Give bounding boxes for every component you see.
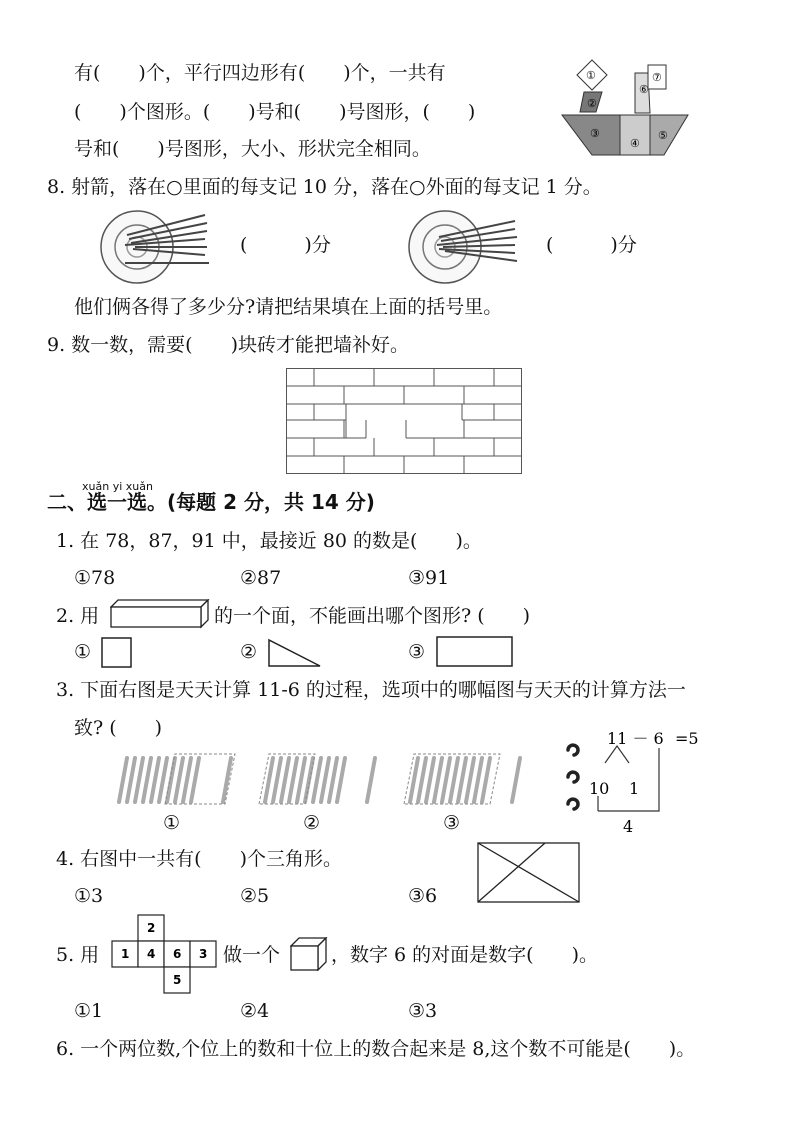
calc-four: 4 bbox=[623, 817, 634, 836]
right-triangle-shape bbox=[267, 638, 323, 668]
sticks-option-2-figure bbox=[255, 752, 385, 807]
s1-prompt: 1. 在 78，87，91 中，最接近 80 的数是( )。 bbox=[56, 530, 482, 552]
tangram-figure bbox=[560, 55, 695, 165]
q7-line-2: ( )个图形。( )号和( )号图形，( ) bbox=[74, 101, 476, 123]
cube-net-figure bbox=[111, 914, 217, 994]
net-cell-3: 3 bbox=[199, 947, 208, 961]
q8-blank-1[interactable]: ( )分 bbox=[240, 234, 331, 256]
s5-option-1[interactable]: ①1 bbox=[74, 1000, 104, 1022]
net-cell-6: 6 bbox=[173, 947, 182, 961]
tangram-label-4: ④ bbox=[630, 137, 640, 150]
s5-option-3[interactable]: ③3 bbox=[408, 1000, 438, 1022]
calc-diagram bbox=[565, 728, 715, 838]
q8-question: 他们俩各得了多少分?请把结果填在上面的括号里。 bbox=[74, 296, 503, 318]
s3-line-1: 3. 下面右图是天天计算 11-6 的过程，选项中的哪幅图与天天的计算方法一 bbox=[56, 679, 686, 701]
calc-expression: 11 － 6 bbox=[607, 729, 664, 748]
s4-option-1[interactable]: ①3 bbox=[74, 885, 104, 907]
calc-one: 1 bbox=[629, 779, 640, 798]
s4-option-3[interactable]: ③6 bbox=[408, 885, 438, 907]
calc-result: =5 bbox=[675, 729, 699, 748]
tangram-label-2: ② bbox=[587, 97, 597, 110]
net-cell-2: 2 bbox=[147, 921, 156, 935]
s2-option-2[interactable]: ② bbox=[240, 641, 258, 663]
s5-prompt-c: ，数字 6 的对面是数字( )。 bbox=[331, 944, 598, 966]
q7-line-3: 号和( )号图形，大小、形状完全相同。 bbox=[74, 138, 431, 160]
s5-option-2[interactable]: ②4 bbox=[240, 1000, 270, 1022]
square-shape bbox=[101, 637, 133, 668]
q8-prompt: 8. 射箭，落在○里面的每支记 10 分，落在○外面的每支记 1 分。 bbox=[47, 176, 602, 198]
sticks-option-1-figure bbox=[105, 752, 240, 807]
net-cell-5: 5 bbox=[173, 973, 182, 987]
q7-line-1: 有( )个，平行四边形有( )个，一共有 bbox=[74, 62, 446, 84]
s1-option-1[interactable]: ①78 bbox=[74, 567, 116, 589]
tangram-piece-5 bbox=[650, 115, 688, 155]
s3-option-1[interactable]: ① bbox=[163, 812, 181, 834]
tangram-label-7: ⑦ bbox=[652, 71, 662, 84]
s2-prompt-b: 的一个面，不能画出哪个图形? ( ) bbox=[214, 605, 531, 627]
finger-icon bbox=[568, 745, 578, 755]
s2-prompt-a: 2. 用 bbox=[56, 605, 100, 627]
s5-prompt-a: 5. 用 bbox=[56, 944, 100, 966]
cube-figure bbox=[290, 937, 328, 971]
sticks-option-3-figure bbox=[400, 752, 530, 807]
q9-prompt: 9. 数一数，需要( )块砖才能把墙补好。 bbox=[47, 334, 409, 356]
s3-line-2: 致? ( ) bbox=[74, 717, 163, 739]
q8-blank-2[interactable]: ( )分 bbox=[546, 234, 637, 256]
net-cell-1: 1 bbox=[121, 947, 130, 961]
target-2-figure bbox=[403, 205, 528, 285]
s4-option-2[interactable]: ②5 bbox=[240, 885, 270, 907]
s1-option-3[interactable]: ③91 bbox=[408, 567, 450, 589]
calc-ten: 10 bbox=[589, 779, 610, 798]
s6-prompt: 6. 一个两位数,个位上的数和十位上的数合起来是 8,这个数不可能是( )。 bbox=[56, 1038, 696, 1060]
tangram-label-5: ⑤ bbox=[658, 129, 668, 142]
s3-option-2[interactable]: ② bbox=[303, 812, 321, 834]
triangle-count-figure bbox=[477, 842, 581, 904]
rectangle-shape bbox=[436, 636, 514, 668]
cuboid-figure bbox=[110, 599, 210, 629]
finger-icon bbox=[568, 772, 578, 782]
s2-option-1[interactable]: ① bbox=[74, 641, 92, 663]
s5-prompt-b: 做一个 bbox=[223, 944, 281, 966]
s2-option-3[interactable]: ③ bbox=[408, 641, 426, 663]
net-cell-4: 4 bbox=[147, 947, 156, 961]
section-2-title: 二、选一选。(每题 2 分，共 14 分) bbox=[47, 490, 375, 514]
tangram-label-1: ① bbox=[586, 69, 596, 82]
brick-wall-figure bbox=[286, 368, 522, 474]
section-2-pinyin: xuǎn yi xuǎn bbox=[82, 480, 153, 493]
s3-option-3[interactable]: ③ bbox=[443, 812, 461, 834]
s4-prompt: 4. 右图中一共有( )个三角形。 bbox=[56, 848, 342, 870]
tangram-label-6: ⑥ bbox=[639, 83, 649, 96]
s1-option-2[interactable]: ②87 bbox=[240, 567, 282, 589]
tangram-label-3: ③ bbox=[590, 127, 600, 140]
target-1-figure bbox=[95, 205, 220, 285]
